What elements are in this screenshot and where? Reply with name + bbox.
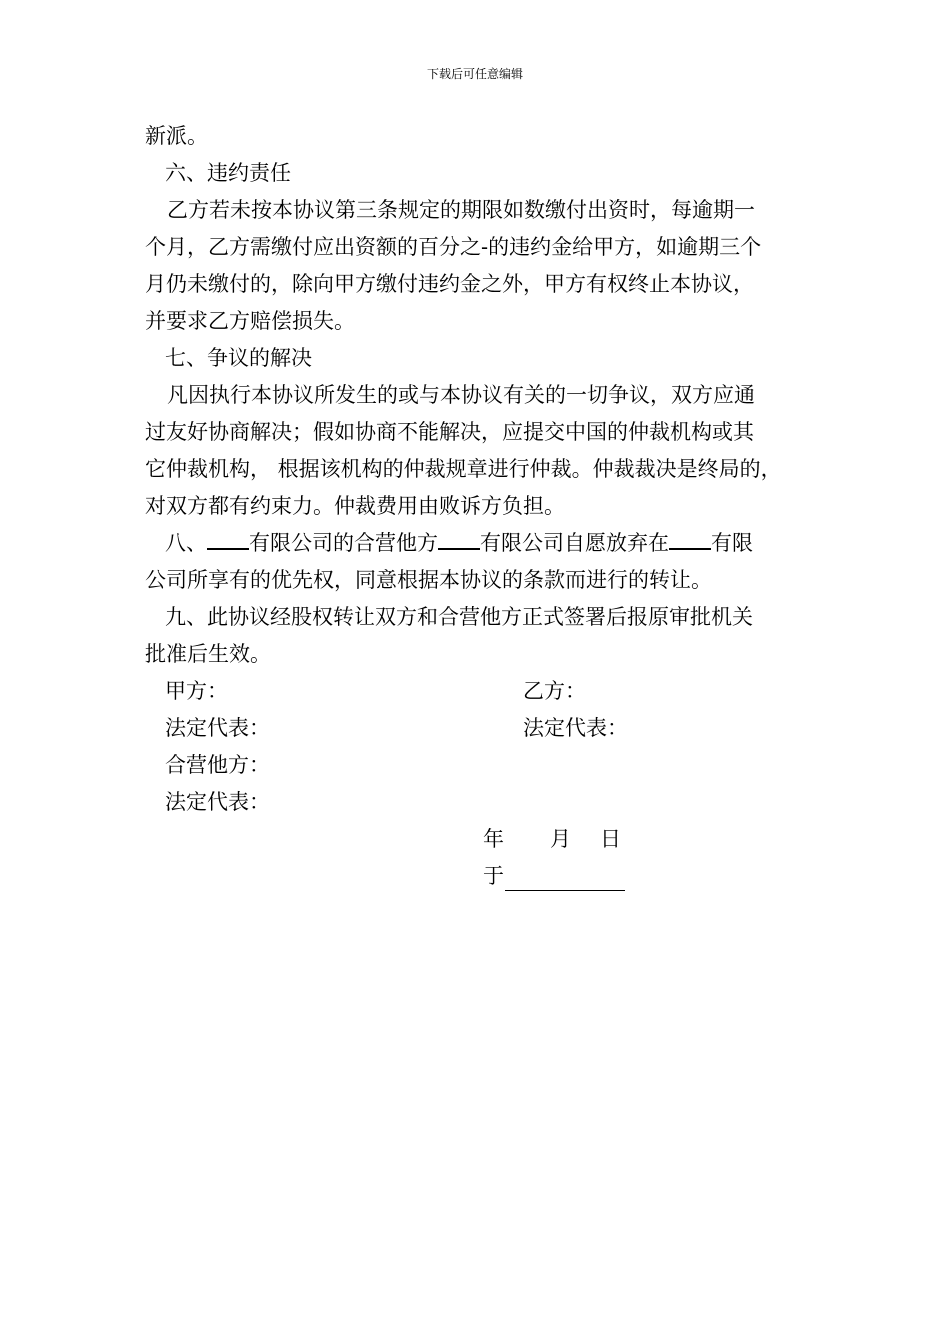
paragraph-line: 凡因执行本协议所发生的或与本协议有关的一切争议，双方应通 <box>167 383 755 407</box>
page-header: 下载后可任意编辑 <box>426 67 523 81</box>
signature-row-jv-party <box>145 747 815 784</box>
blank-company-3 <box>669 530 711 550</box>
date-year-label: 年 <box>483 827 504 851</box>
paragraph-line: 月仍未缴付的，除向甲方缴付违约金之外，甲方有权终止本协议， <box>145 272 754 296</box>
paragraph-line: 它仲裁机构， 根据该机构的仲裁规章进行仲裁。仲裁裁决是终局的， <box>145 457 782 481</box>
section-eight-text-3: 有限 <box>711 531 753 555</box>
jv-representative-label: 法定代表： <box>165 790 270 814</box>
place-label: 于 <box>483 864 504 888</box>
date-row <box>145 821 815 858</box>
date-day-label: 日 <box>600 827 621 851</box>
paragraph-line: 批准后生效。 <box>145 642 271 666</box>
signature-row-parties <box>145 673 815 710</box>
paragraph-line: 对双方都有约束力。仲裁费用由败诉方负担。 <box>145 494 565 518</box>
party-a-label: 甲方： <box>165 679 228 703</box>
section-nine-line: 九、此协议经股权转让双方和合营他方正式签署后报原审批机关 <box>165 605 753 629</box>
jv-party-label: 合营他方： <box>165 753 270 777</box>
paragraph-line: 个月，乙方需缴付应出资额的百分之-的违约金给甲方，如逾期三个 <box>145 235 762 259</box>
section-eight-number: 八、 <box>165 531 207 555</box>
section-eight-text-1: 有限公司的合营他方 <box>249 531 438 555</box>
party-b-representative-label: 法定代表： <box>523 716 628 740</box>
section-heading-breach: 六、违约责任 <box>165 161 291 185</box>
paragraph-line: 并要求乙方赔偿损失。 <box>145 309 355 333</box>
section-heading-dispute: 七、争议的解决 <box>165 346 312 370</box>
paragraph-line: 新派。 <box>145 124 208 148</box>
party-b-label: 乙方： <box>523 679 586 703</box>
signature-row-jv-representative <box>145 784 815 821</box>
signature-row-representatives <box>145 710 815 747</box>
place-row <box>145 858 815 895</box>
blank-company-1 <box>207 530 249 550</box>
paragraph-line: 公司所享有的优先权，同意根据本协议的条款而进行的转让。 <box>145 568 712 592</box>
date-month-label: 月 <box>550 827 571 851</box>
paragraph-line: 过友好协商解决；假如协商不能解决，应提交中国的仲裁机构或其 <box>145 420 754 444</box>
document-body <box>145 118 815 895</box>
party-a-representative-label: 法定代表： <box>165 716 270 740</box>
blank-place <box>505 872 625 891</box>
section-eight-text-2: 有限公司自愿放弃在 <box>480 531 669 555</box>
section-eight-line <box>145 525 815 562</box>
blank-company-2 <box>438 530 480 550</box>
paragraph-line: 乙方若未按本协议第三条规定的期限如数缴付出资时，每逾期一 <box>167 198 755 222</box>
